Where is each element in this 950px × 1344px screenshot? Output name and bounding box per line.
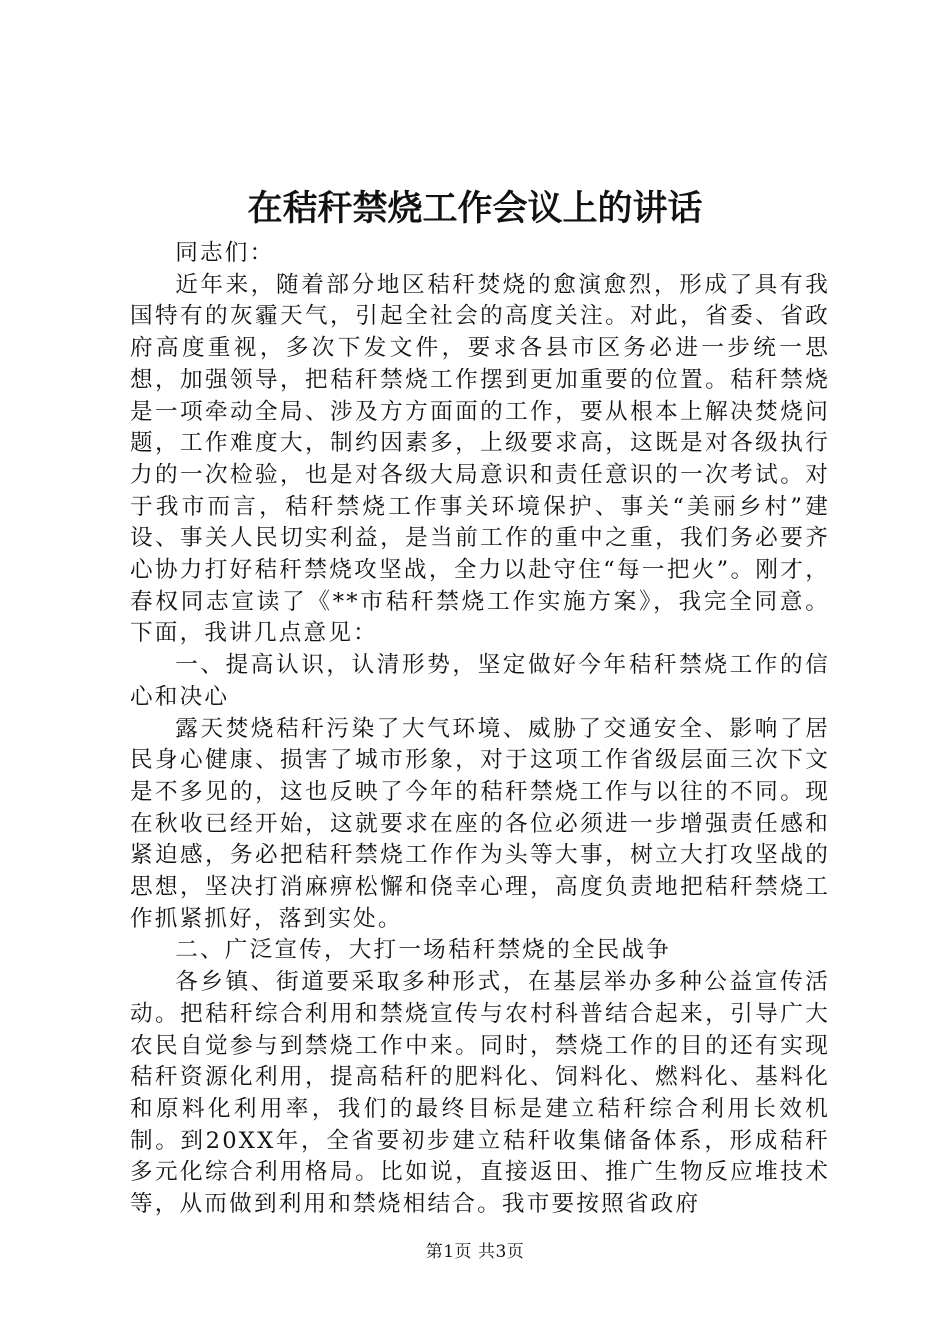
salutation-paragraph: 同志们： [175,240,275,266]
page-number-footer: 第1页 共3页 [425,1242,525,1262]
section-2-paragraph: 各乡镇、街道要采取多种形式，在基层举办多种公益宣传活动。把秸秆综合利用和禁烧宣传与农村科普结合起来，引导广大农民自觉参与到禁烧工作中来。同时，禁烧工作的目的还有实现秸秆资源化利用，提高秸秆的肥料化、饲料化、燃料化、基料化和原料化利用率，我们的最终目标是建立秸秆综合利用长效机制。到20XX年，全省要初步建立秸秆收集储备体系，形成秸秆多元化综合利用格局。比如说，直接返田、推广生物反应堆技术等，从而做到利用和禁烧相结合。我市要按照省政府 [130,969,830,1218]
section-heading-1: 一、提高认识，认清形势，坚定做好今年秸秆禁烧工作的信心和决心 [130,652,830,710]
document-body [130,238,830,1221]
section-heading-2: 二、广泛宣传，大打一场秸秆禁烧的全民战争 [175,937,672,964]
intro-paragraph: 近年来，随着部分地区秸秆焚烧的愈演愈烈，形成了具有我国特有的灰霾天气，引起全社会的高度关注。对此，省委、省政府高度重视，多次下发文件，要求各县市区务必进一步统一思想，加强领导，把秸秆禁烧工作摆到更加重要的位置。秸秆禁烧是一项牵动全局、涉及方方面面的工作，要从根本上解决焚烧问题，工作难度大，制约因素多，上级要求高，这既是对各级执行力的一次检验，也是对各级大局意识和责任意识的一次考试。对于我市而言，秸秆禁烧工作事关环境保护、事关“美丽乡村”建设、事关人民切实利益，是当前工作的重中之重，我们务必要齐心协力打好秸秆禁烧攻坚战，全力以赴守住“每一把火”。刚才，春权同志宣读了《**市秸秆禁烧工作实施方案》，我完全同意。下面，我讲几点意见： [130,271,830,647]
document-title: 在秸秆禁烧工作会议上的讲话 [247,188,703,229]
section-1-paragraph: 露天焚烧秸秆污染了大气环境、威胁了交通安全、影响了居民身心健康、损害了城市形象，对于这项工作省级层面三次下文是不多见的，这也反映了今年的秸秆禁烧工作与以往的不同。现在秋收已经开始，这就要求在座的各位必须进一步增强责任感和紧迫感，务必把秸秆禁烧工作作为头等大事，树立大打攻坚战的思想，坚决打消麻痹松懈和侥幸心理，高度负责地把秸秆禁烧工作抓紧抓好，落到实处。 [130,715,830,932]
